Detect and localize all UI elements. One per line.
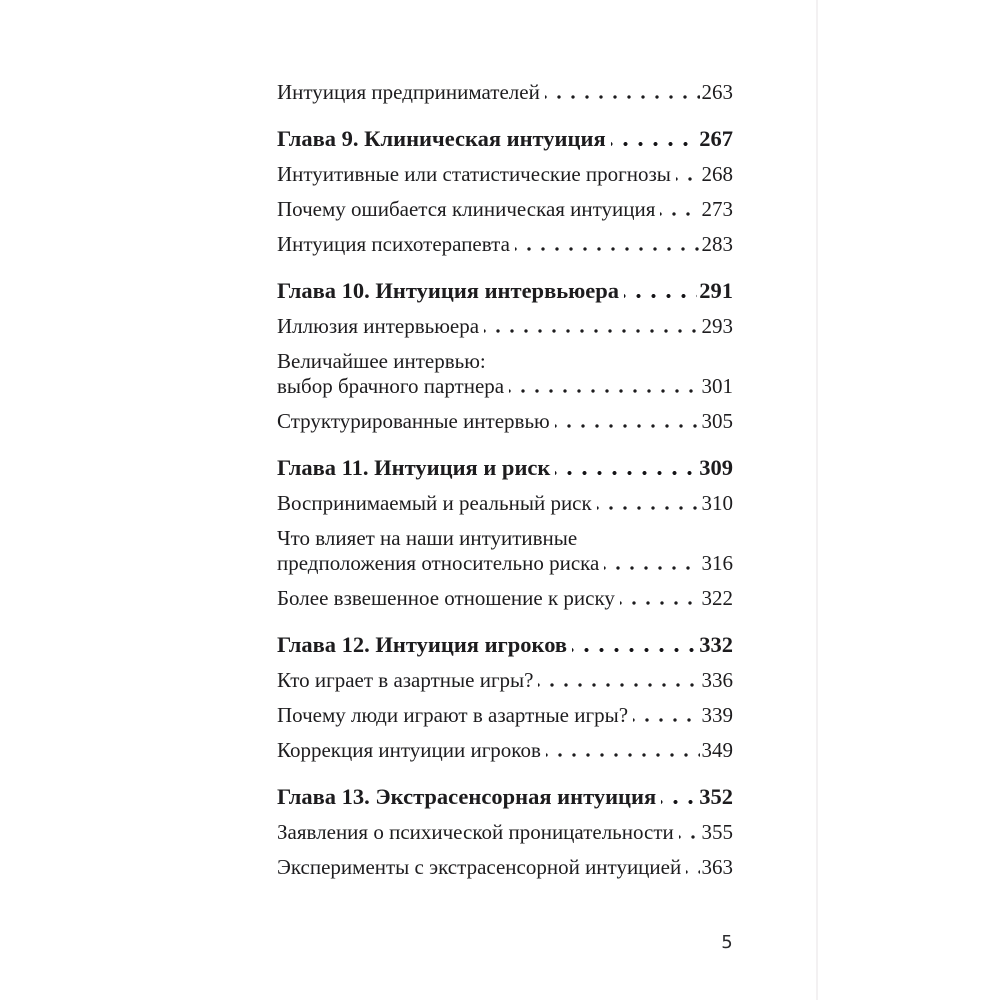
toc-entry-row (277, 454, 733, 482)
dot-leader (633, 718, 699, 722)
toc-entry-title: Интуитивные или статистические прогнозы (277, 162, 671, 186)
toc-entry-page: 305 (701, 409, 733, 433)
page-number: 5 (721, 932, 733, 953)
toc-entry-page: 355 (701, 820, 733, 844)
table-of-contents (277, 80, 733, 890)
toc-entry-title: Почему люди играют в азартные игры? (277, 703, 629, 727)
toc-entry-row (277, 314, 733, 339)
toc-entry-page: 293 (701, 314, 733, 338)
toc-entry-row (277, 277, 733, 305)
toc-section-entry (277, 314, 733, 339)
toc-entry-title: Иллюзия интервьюера (277, 314, 480, 338)
dot-leader (546, 753, 700, 757)
toc-entry-title: Более взвешенное отношение к риску (277, 586, 615, 610)
toc-entry-title: Заявления о психической проницательности (277, 820, 674, 844)
toc-entry-title: Эксперименты с экстрасенсорной интуицией (277, 855, 682, 879)
toc-entry-page: 332 (699, 632, 733, 657)
toc-entry-page: 336 (701, 668, 733, 692)
dot-leader (572, 648, 697, 652)
toc-entry-title: Интуиция предпринимателей (277, 80, 540, 104)
toc-entry-row (277, 80, 733, 105)
toc-section-entry (277, 232, 733, 257)
toc-entry-page: 267 (699, 126, 733, 151)
toc-entry-title: выбор брачного партнера (277, 374, 505, 398)
toc-section-entry (277, 197, 733, 222)
toc-entry-title: Интуиция психотерапевта (277, 232, 510, 256)
toc-entry-row (277, 820, 733, 845)
dot-leader (661, 800, 697, 804)
toc-section-entry (277, 349, 733, 399)
toc-entry-row (277, 409, 733, 434)
toc-entry-row (277, 668, 733, 693)
toc-entry-page: 316 (701, 551, 733, 575)
toc-entry-row (277, 491, 733, 516)
toc-entry-row (277, 738, 733, 763)
dot-leader (604, 566, 699, 570)
dot-leader (545, 95, 700, 99)
toc-entry-page: 349 (701, 738, 733, 762)
toc-section-entry (277, 80, 733, 105)
toc-entry-page: 283 (701, 232, 733, 256)
toc-entry-title: Глава 10. Интуиция интервьюера (277, 278, 620, 303)
toc-section-entry (277, 668, 733, 693)
toc-entry-row (277, 197, 733, 222)
toc-chapter-entry (277, 631, 733, 659)
toc-entry-page: 339 (701, 703, 733, 727)
dot-leader (484, 329, 699, 333)
toc-entry-title: Глава 9. Клиническая интуиция (277, 126, 606, 151)
toc-entry-row (277, 162, 733, 187)
dot-leader (555, 471, 697, 475)
toc-entry-row (277, 631, 733, 659)
toc-entry-title: предположения относительно риска (277, 551, 600, 575)
toc-entry-row (277, 703, 733, 728)
dot-leader (555, 424, 700, 428)
toc-entry-title: Коррекция интуиции игроков (277, 738, 541, 762)
toc-entry-line: Величайшее интервью: (277, 349, 486, 373)
toc-entry-title: Структурированные интервью (277, 409, 550, 433)
toc-entry-page: 363 (701, 855, 733, 879)
dot-leader (624, 294, 697, 298)
toc-entry-page: 310 (701, 491, 733, 515)
toc-entry-row (277, 232, 733, 257)
page-edge-line (816, 0, 818, 1000)
toc-section-entry (277, 703, 733, 728)
toc-section-entry (277, 409, 733, 434)
toc-entry-row (277, 551, 733, 576)
dot-leader (597, 506, 700, 510)
toc-entry-title: Воспринимаемый и реальный риск (277, 491, 592, 515)
dot-leader (620, 601, 700, 605)
toc-entry-line: Что влияет на наши интуитивные (277, 526, 578, 550)
dot-leader (679, 835, 700, 839)
toc-entry-row (277, 783, 733, 811)
toc-entry-page: 263 (701, 80, 733, 104)
dot-leader (515, 247, 700, 251)
dot-leader (660, 212, 699, 216)
toc-entry-page: 301 (701, 374, 733, 398)
toc-chapter-entry (277, 277, 733, 305)
toc-entry-title: Глава 12. Интуиция игроков (277, 632, 568, 657)
toc-chapter-entry (277, 783, 733, 811)
toc-entry-row (277, 855, 733, 880)
dot-leader (686, 870, 699, 874)
toc-section-entry (277, 738, 733, 763)
toc-entry-page: 273 (701, 197, 733, 221)
toc-entry-row (277, 125, 733, 153)
toc-entry-page: 352 (699, 784, 733, 809)
toc-entry-title: Почему ошибается клиническая интуиция (277, 197, 656, 221)
toc-entry-row (277, 586, 733, 611)
toc-entry-row (277, 374, 733, 399)
toc-entry-title: Глава 11. Интуиция и риск (277, 455, 551, 480)
toc-entry-title: Глава 13. Экстрасенсорная интуиция (277, 784, 657, 809)
toc-section-entry (277, 855, 733, 880)
dot-leader (611, 142, 698, 146)
dot-leader (676, 177, 700, 181)
toc-section-entry (277, 162, 733, 187)
dot-leader (509, 389, 699, 393)
dot-leader (538, 683, 699, 687)
toc-entry-page: 309 (699, 455, 733, 480)
toc-section-entry (277, 526, 733, 576)
toc-entry-page: 268 (701, 162, 733, 186)
toc-entry-page: 322 (701, 586, 733, 610)
toc-section-entry (277, 820, 733, 845)
toc-chapter-entry (277, 454, 733, 482)
toc-chapter-entry (277, 125, 733, 153)
toc-entry-title: Кто играет в азартные игры? (277, 668, 534, 692)
toc-entry-page: 291 (699, 278, 733, 303)
toc-section-entry (277, 491, 733, 516)
toc-section-entry (277, 586, 733, 611)
